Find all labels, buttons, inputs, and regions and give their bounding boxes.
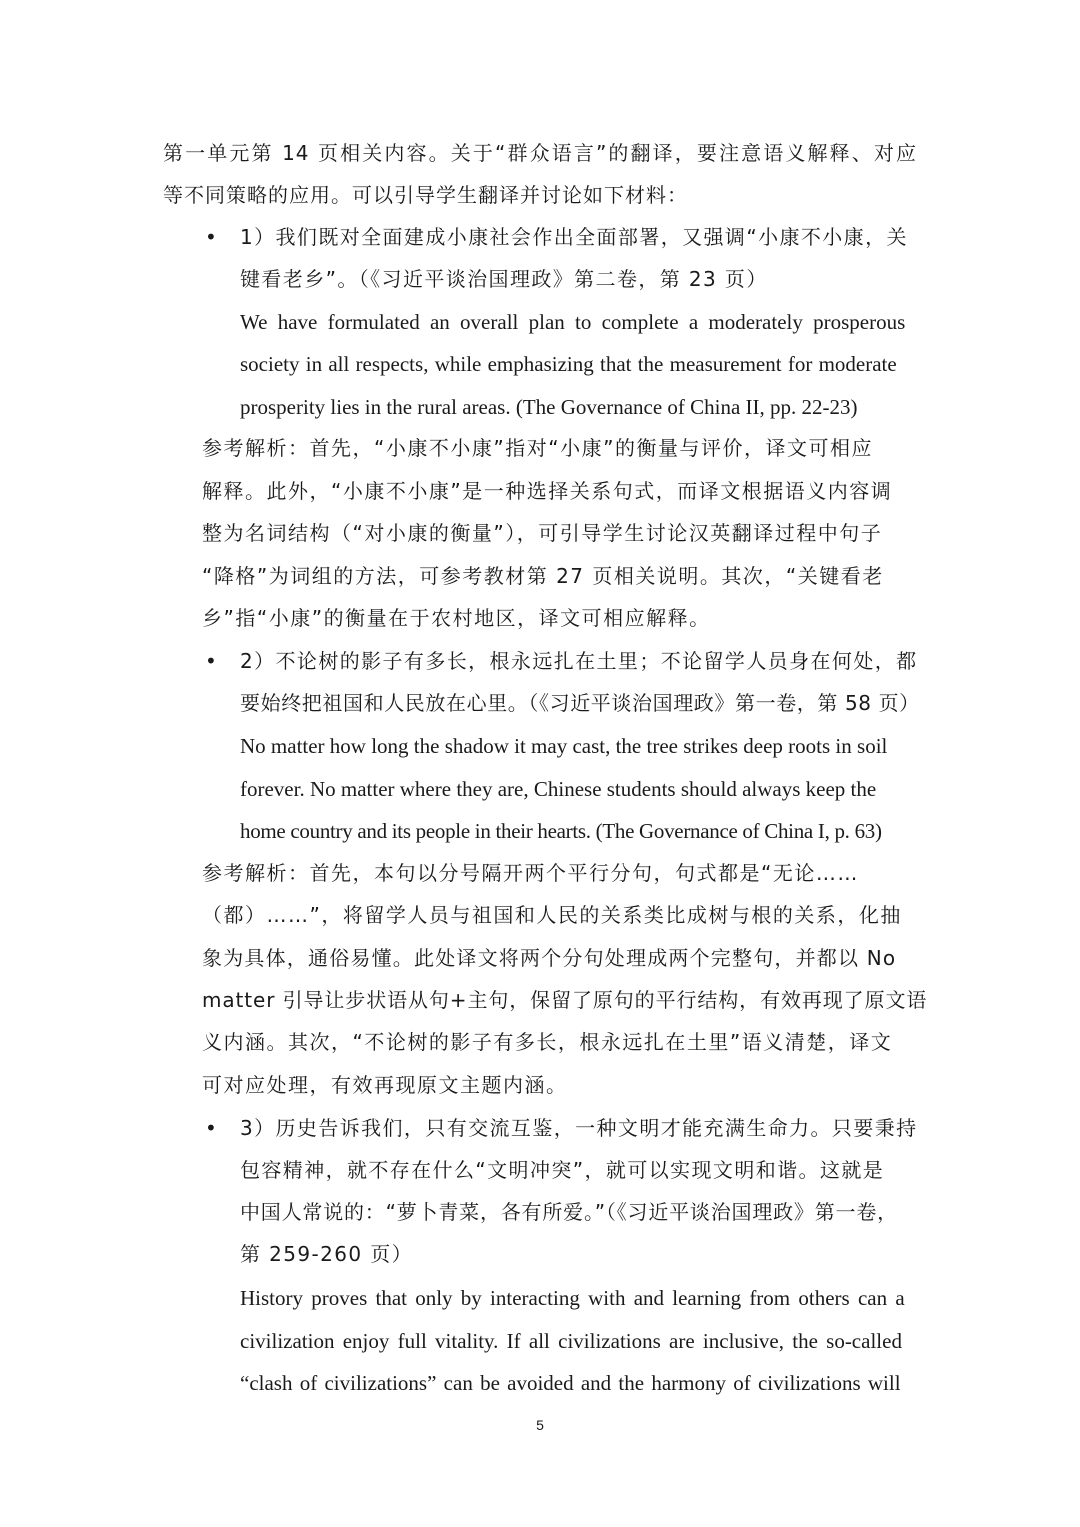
item3-translation-line-3: “clash of civilizations” can be avoided and the harmony of civilizations will: [240, 1371, 901, 1395]
item2-analysis-line-2: （都）……”，将留学人员与祖国和人民的关系类比成树与根的关系，化抽: [202, 903, 902, 927]
item1-quote-line-1: 1）我们既对全面建成小康社会作出全面部署，又强调“小康不小康，关: [240, 225, 908, 249]
item2-analysis-line-1: 参考解析：首先，本句以分号隔开两个平行分句，句式都是“无论……: [202, 861, 859, 885]
item1-translation-line-2: society in all respects, while emphasizing that the measurement for moderate: [240, 352, 897, 376]
item3-translation-line-1: History proves that only by interacting with and learning from others can a: [240, 1286, 905, 1310]
item3-translation-line-2: civilization enjoy full vitality. If all civilizations are inclusive, the so-called: [240, 1329, 902, 1353]
bullet-2: •: [205, 649, 217, 673]
item3-quote-line-3: 中国人常说的：“萝卜青菜，各有所爱。”（《习近平谈治国理政》第一卷，: [240, 1200, 898, 1224]
item3-quote-line-4: 第 259-260 页）: [240, 1242, 414, 1266]
item2-quote-line-1: 2）不论树的影子有多长，根永远扎在土里；不论留学人员身在何处，都: [240, 649, 918, 673]
page-number: 5: [536, 1417, 544, 1433]
item2-analysis-line-6: 可对应处理，有效再现原文主题内涵。: [202, 1073, 568, 1097]
item2-analysis-line-3: 象为具体，通俗易懂。此处译文将两个分句处理成两个完整句，并都以 No: [202, 946, 897, 970]
item1-translation-line-3: prosperity lies in the rural areas. (The Governance of China II, pp. 22-23): [240, 395, 858, 419]
item1-analysis-line-4: “降格”为词组的方法，可参考教材第 27 页相关说明。其次，“关键看老: [202, 564, 884, 588]
item1-analysis-line-2: 解释。此外，“小康不小康”是一种选择关系句式，而译文根据语义内容调: [202, 479, 893, 503]
item2-translation-line-3: home country and its people in their hearts. (The Governance of China I, p. 63): [240, 819, 882, 843]
item1-analysis-line-5: 乡”指“小康”的衡量在于农村地区，译文可相应解释。: [202, 606, 711, 630]
intro-line-2: 等不同策略的应用。可以引导学生翻译并讨论如下材料：: [163, 183, 688, 207]
bullet-1: •: [205, 225, 217, 249]
item2-translation-line-2: forever. No matter where they are, Chinese students should always keep the: [240, 777, 877, 801]
item1-analysis-line-3: 整为名词结构（“对小康的衡量”），可引导学生讨论汉英翻译过程中句子: [202, 521, 883, 545]
item2-quote-line-2: 要始终把祖国和人民放在心里。（《习近平谈治国理政》第一卷，第 58 页）: [240, 691, 920, 715]
item3-quote-line-1: 3）历史告诉我们，只有交流互鉴，一种文明才能充满生命力。只要秉持: [240, 1116, 918, 1140]
item1-translation-line-1: We have formulated an overall plan to complete a moderately prosperous: [240, 310, 906, 334]
bullet-3: •: [205, 1116, 217, 1140]
item3-quote-line-2: 包容精神，就不存在什么“文明冲突”，就可以实现文明和谐。这就是: [240, 1158, 885, 1182]
item2-analysis-line-4: matter 引导让步状语从句+主句，保留了原句的平行结构，有效再现了原文语: [202, 988, 928, 1012]
intro-line-1: 第一单元第 14 页相关内容。关于“群众语言”的翻译，要注意语义解释、对应: [163, 141, 917, 165]
item2-analysis-line-5: 义内涵。其次，“不论树的影子有多长，根永远扎在土里”语义清楚，译文: [202, 1030, 893, 1054]
item1-analysis-line-1: 参考解析：首先，“小康不小康”指对“小康”的衡量与评价，译文可相应: [202, 436, 873, 460]
item1-quote-line-2: 键看老乡”。（《习近平谈治国理政》第二卷，第 23 页）: [240, 267, 768, 291]
item2-translation-line-1: No matter how long the shadow it may cast, the tree strikes deep roots in soil: [240, 734, 888, 758]
